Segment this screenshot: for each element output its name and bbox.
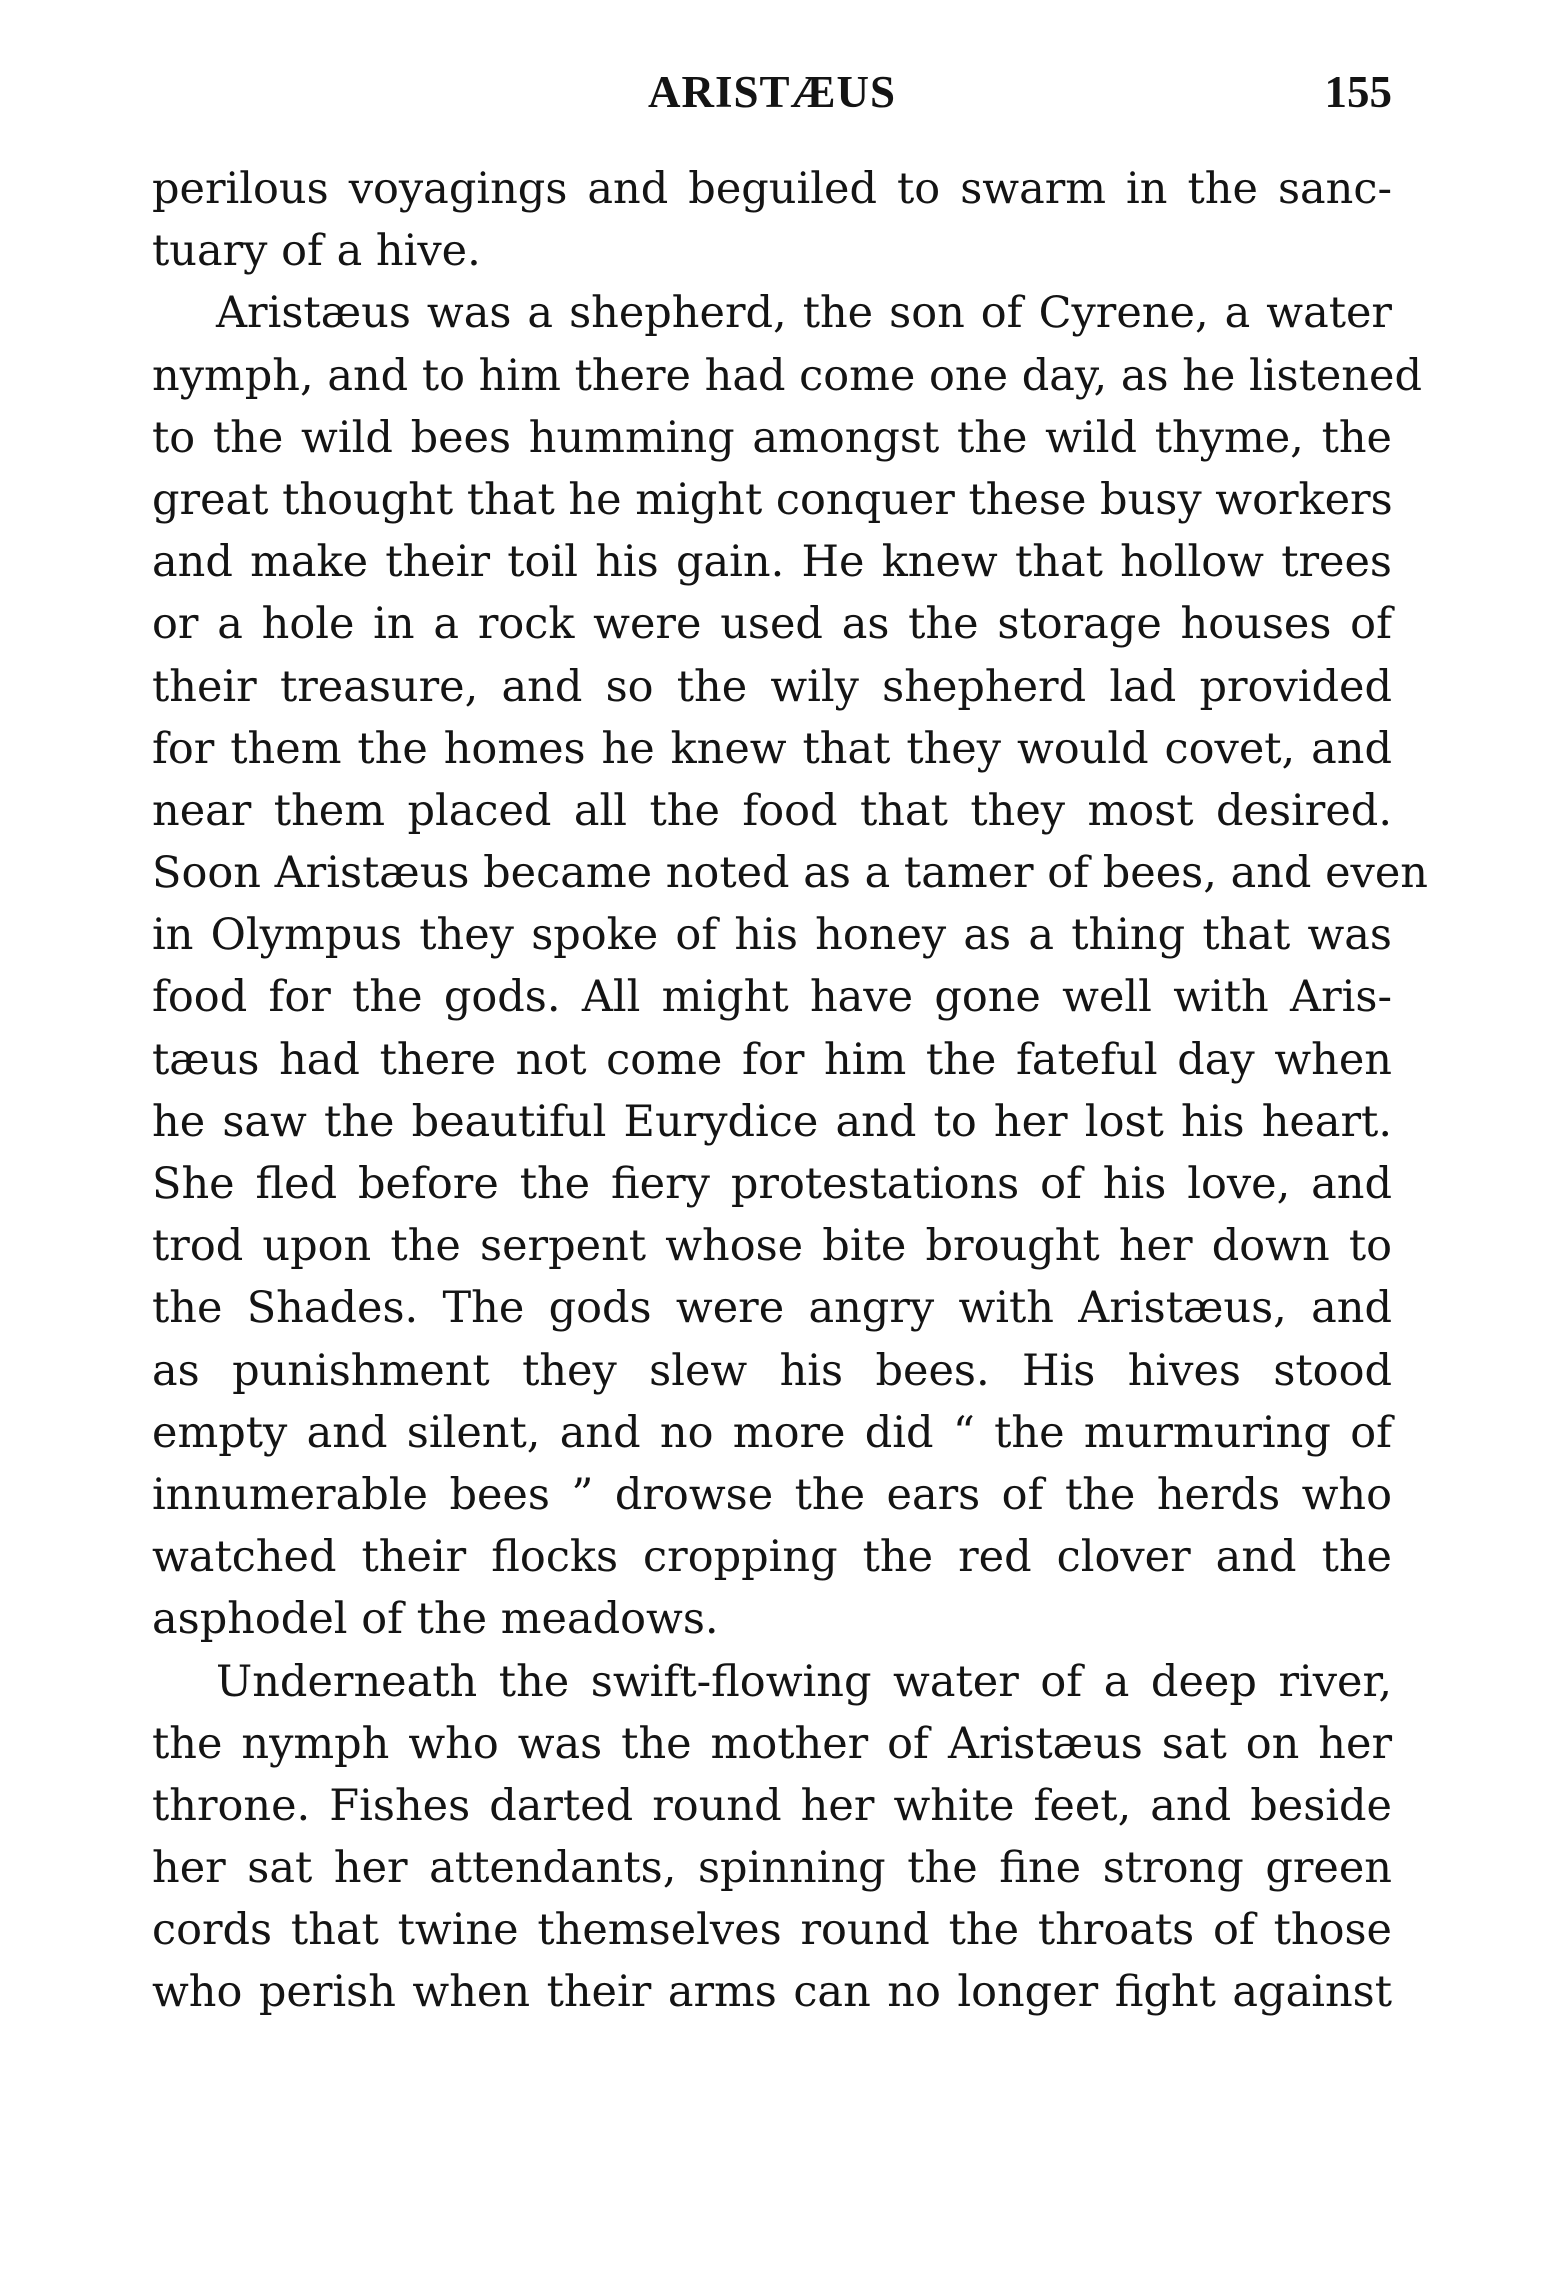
text-line: cords that twine themselves round the throats of those bbox=[152, 1905, 1392, 1956]
text-line: watched their flocks cropping the red clover and the bbox=[152, 1532, 1392, 1583]
text-line: Aristæus was a shepherd, the son of Cyrene, a water bbox=[216, 288, 1392, 339]
text-line: Underneath the swift-flowing water of a deep river, bbox=[216, 1656, 1392, 1707]
text-line: to the wild bees humming amongst the wild thyme, the bbox=[152, 412, 1392, 463]
running-head bbox=[152, 62, 1392, 122]
text-line: She fled before the fiery protestations of his love, and bbox=[152, 1159, 1392, 1209]
text-line: who perish when their arms can no longer fight against bbox=[152, 1967, 1392, 2018]
text-line: tæus had there not come for him the fateful day when bbox=[152, 1034, 1392, 1085]
text-line: tuary of a hive. bbox=[152, 226, 481, 277]
page-number: 155 bbox=[1324, 67, 1392, 117]
text-line: trod upon the serpent whose bite brought her down to bbox=[152, 1221, 1392, 1272]
text-line: the nymph who was the mother of Aristæus sat on her bbox=[152, 1718, 1392, 1769]
text-line: throne. Fishes darted round her white feet, and beside bbox=[152, 1780, 1392, 1831]
text-line: or a hole in a rock were used as the storage houses of bbox=[152, 599, 1392, 650]
text-line: innumerable bees ” drowse the ears of the herds who bbox=[152, 1469, 1392, 1520]
text-line: food for the gods. All might have gone well with Aris- bbox=[152, 972, 1392, 1023]
text-line: as punishment they slew his bees. His hives stood bbox=[152, 1345, 1392, 1396]
text-line: and make their toil his gain. He knew that hollow trees bbox=[152, 537, 1392, 588]
text-line: for them the homes he knew that they would covet, and bbox=[152, 723, 1392, 774]
text-line: nymph, and to him there had come one day, as he listened bbox=[152, 350, 1422, 401]
text-line: in Olympus they spoke of his honey as a thing that was bbox=[152, 910, 1392, 961]
body-text bbox=[152, 158, 1428, 2024]
text-line: great thought that he might conquer these busy workers bbox=[152, 474, 1393, 525]
text-line: their treasure, and so the wily shepherd lad provided bbox=[152, 661, 1392, 712]
text-line: perilous voyagings and beguiled to swarm in the sanc- bbox=[152, 164, 1392, 214]
text-line: near them placed all the food that they most desired. bbox=[152, 785, 1392, 836]
text-line: empty and silent, and no more did “ the murmuring of bbox=[152, 1407, 1392, 1458]
text-line: he saw the beautiful Eurydice and to her lost his heart. bbox=[152, 1096, 1392, 1147]
text-line: her sat her attendants, spinning the fine strong green bbox=[152, 1843, 1392, 1894]
text-line: asphodel of the meadows. bbox=[152, 1594, 719, 1645]
text-line: the Shades. The gods were angry with Aristæus, and bbox=[152, 1283, 1392, 1334]
running-title: ARISTÆUS bbox=[647, 67, 897, 117]
text-line: Soon Aristæus became noted as a tamer of bees, and even bbox=[152, 848, 1428, 899]
